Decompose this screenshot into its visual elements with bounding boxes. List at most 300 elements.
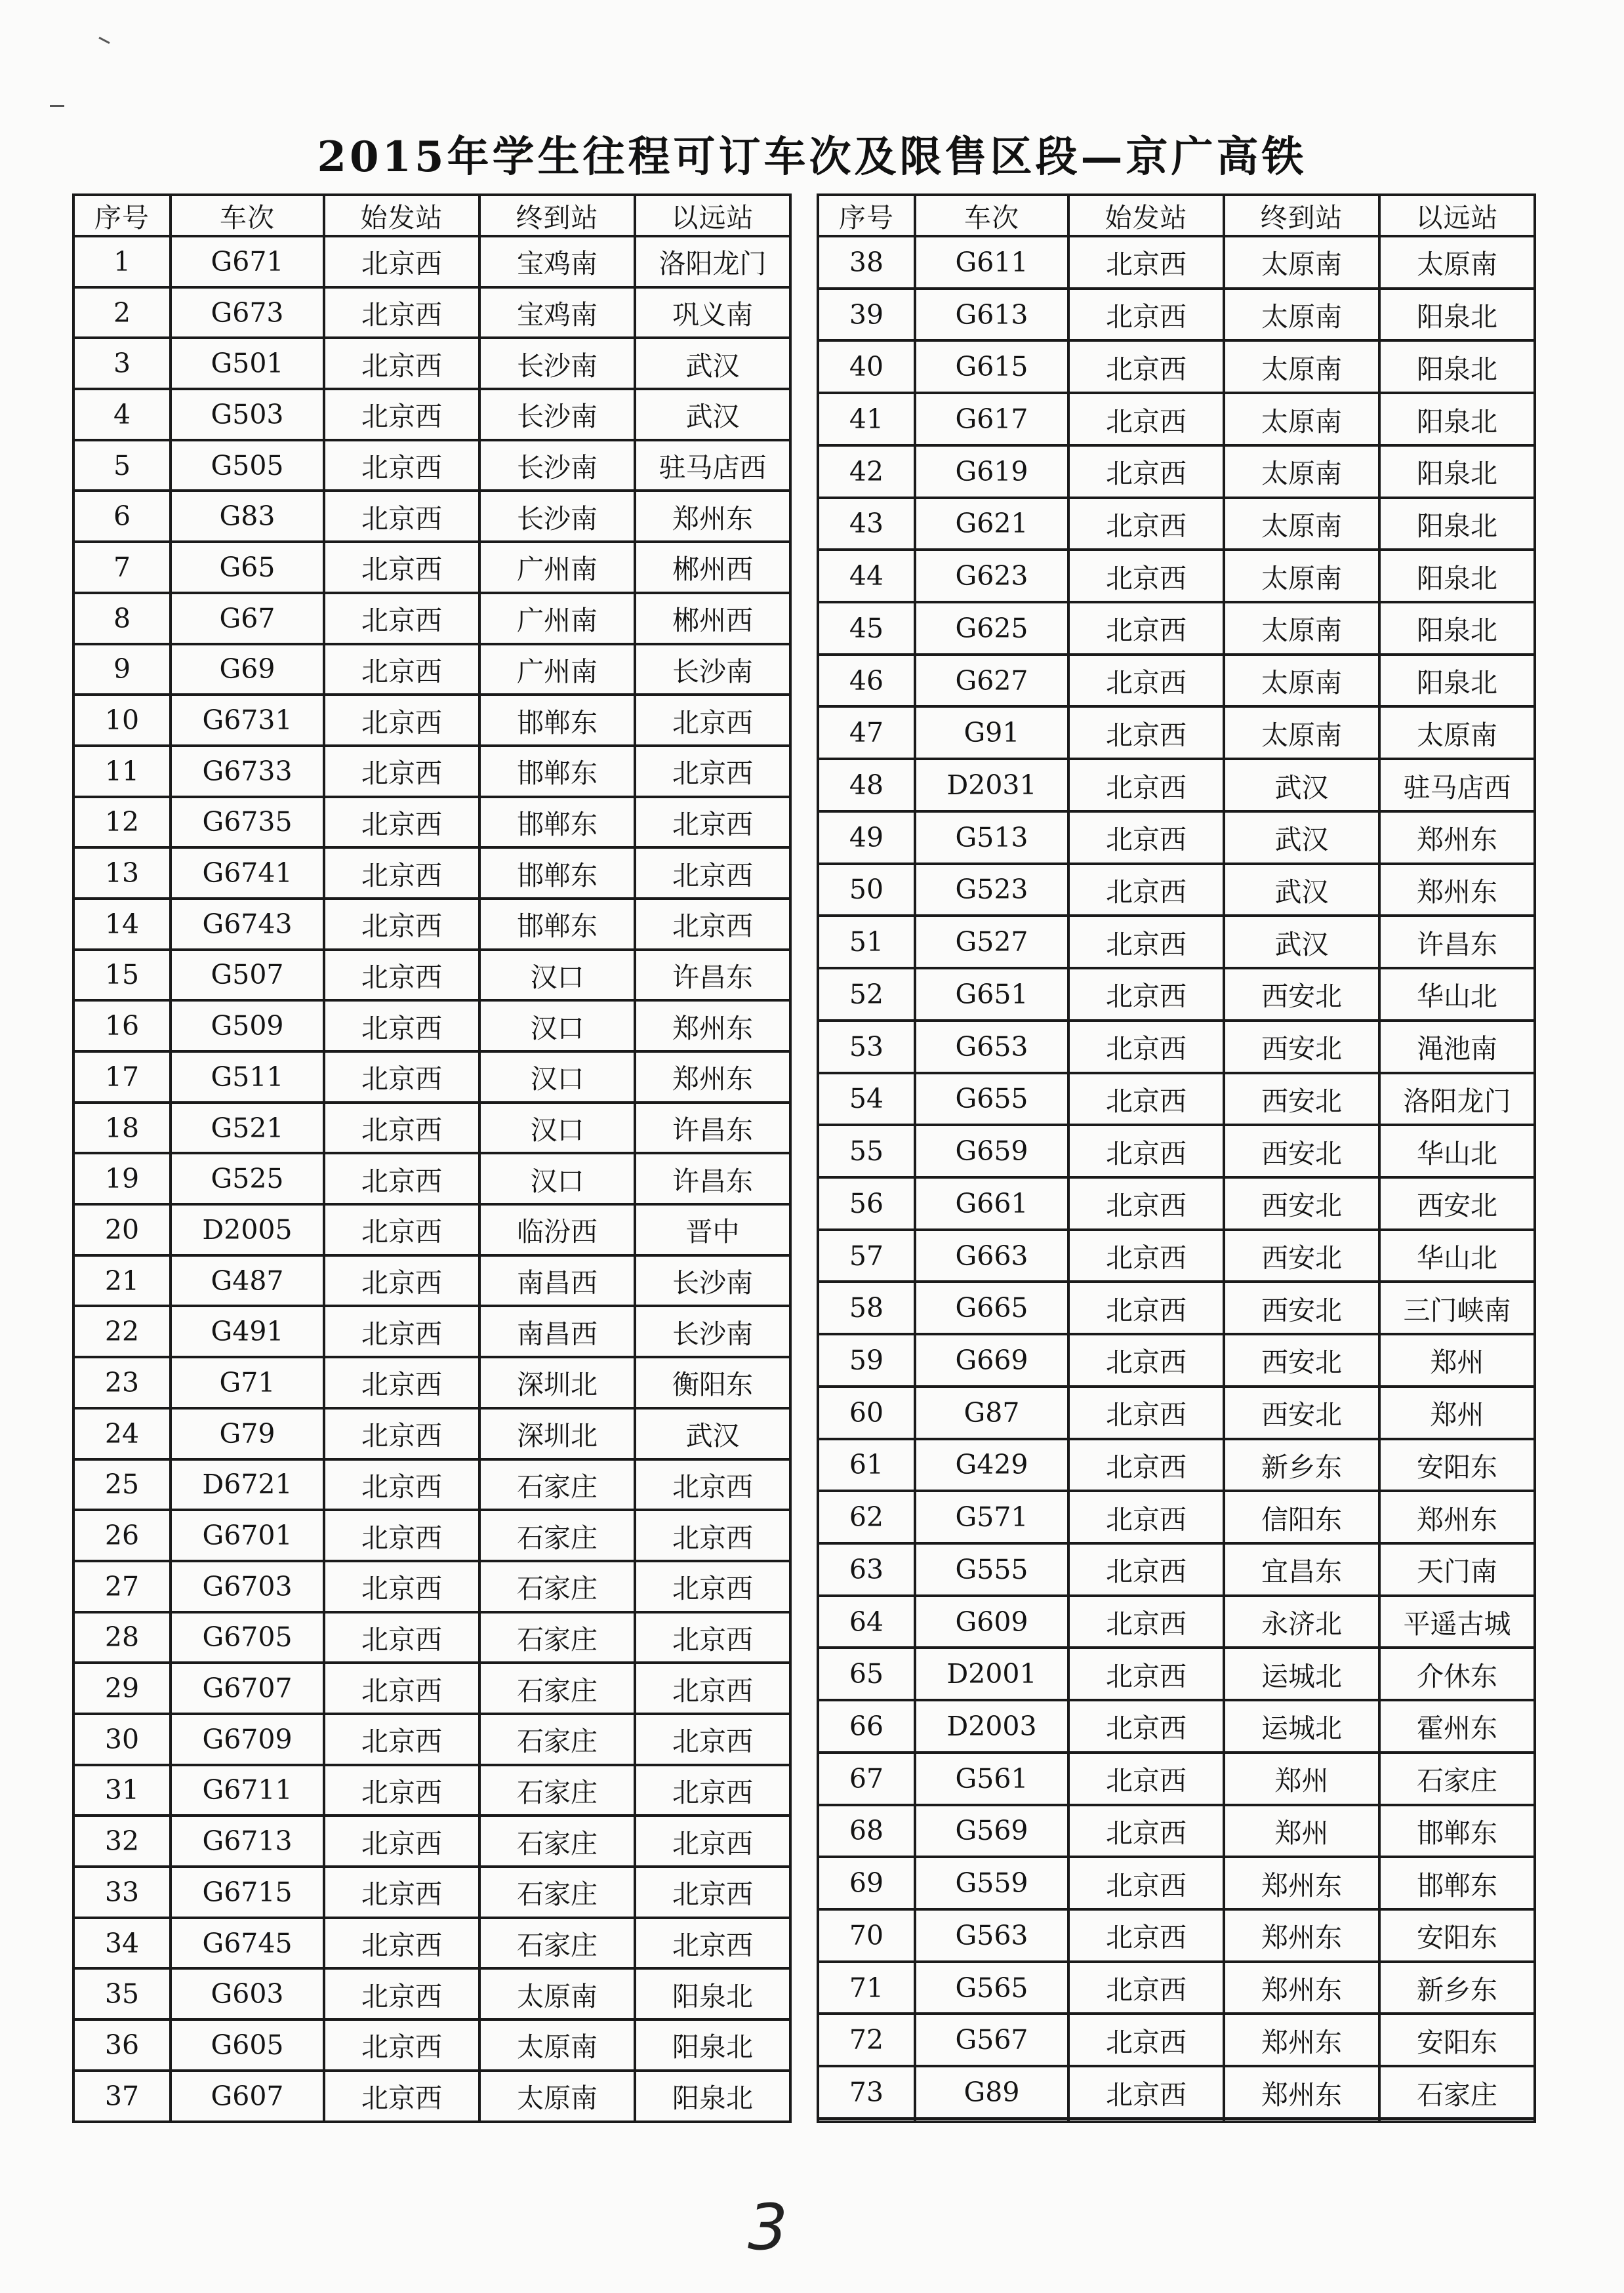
cell-origin: 北京西 xyxy=(1068,1387,1224,1439)
cell-train: G6711 xyxy=(171,1765,324,1816)
cell-origin: 北京西 xyxy=(324,797,479,848)
cell-index: 71 xyxy=(818,1962,915,2014)
cell-index: 40 xyxy=(818,340,915,393)
cell-terminal: 太原南 xyxy=(1224,289,1379,341)
cell-beyond: 北京西 xyxy=(635,1918,790,1969)
cell-index: 3 xyxy=(73,338,171,389)
table-row xyxy=(73,1306,790,1357)
cell-index: 4 xyxy=(73,389,171,440)
cell-terminal: 太原南 xyxy=(1224,236,1379,289)
cell-terminal: 西安北 xyxy=(1224,1073,1379,1126)
cell-origin: 北京西 xyxy=(324,644,479,695)
table-row xyxy=(73,1765,790,1816)
cell-origin: 北京西 xyxy=(324,491,479,542)
cell-index: 27 xyxy=(73,1561,171,1612)
cell-beyond: 北京西 xyxy=(635,1612,790,1663)
table-row xyxy=(818,655,1535,707)
header-beyond: 以远站 xyxy=(1379,195,1535,236)
header-train: 车次 xyxy=(171,195,324,236)
cell-beyond: 平遥古城 xyxy=(1379,1596,1535,1648)
cell-train: G6731 xyxy=(171,695,324,746)
cell-index: 34 xyxy=(73,1918,171,1969)
cell-index: 53 xyxy=(818,1021,915,1073)
cell-train: G67 xyxy=(171,593,324,644)
cell-terminal: 运城北 xyxy=(1224,1700,1379,1753)
cell-beyond: 阳泉北 xyxy=(635,2071,790,2122)
cell-origin: 北京西 xyxy=(324,1051,479,1103)
cell-train: G6735 xyxy=(171,797,324,848)
cell-terminal: 南昌西 xyxy=(479,1255,635,1307)
cell-terminal: 石家庄 xyxy=(479,1561,635,1612)
cell-train: G91 xyxy=(915,706,1068,759)
cell-train: G625 xyxy=(915,602,1068,655)
table-row xyxy=(73,236,790,287)
cell-origin: 北京西 xyxy=(1068,289,1224,341)
table-row xyxy=(73,1357,790,1408)
cell-origin: 北京西 xyxy=(1068,968,1224,1021)
table-row xyxy=(73,950,790,1001)
cell-beyond: 北京西 xyxy=(635,899,790,950)
cell-origin: 北京西 xyxy=(1068,916,1224,968)
cell-train: G615 xyxy=(915,340,1068,393)
cell-train: G513 xyxy=(915,811,1068,864)
table-row xyxy=(73,593,790,644)
table-row xyxy=(73,695,790,746)
cell-origin: 北京西 xyxy=(324,1510,479,1561)
cell-terminal: 广州南 xyxy=(479,593,635,644)
cell-origin: 北京西 xyxy=(324,1968,479,2019)
cell-origin xyxy=(1068,2119,1224,2122)
cell-train: G509 xyxy=(171,1000,324,1051)
table-row xyxy=(818,1334,1535,1387)
cell-terminal: 汉口 xyxy=(479,1051,635,1103)
cell-train: G501 xyxy=(171,338,324,389)
cell-origin: 北京西 xyxy=(324,1000,479,1051)
cell-beyond: 安阳东 xyxy=(1379,1439,1535,1491)
cell-origin: 北京西 xyxy=(324,2071,479,2122)
cell-index: 44 xyxy=(818,550,915,602)
table-row xyxy=(73,1612,790,1663)
table-row xyxy=(818,289,1535,341)
cell-origin: 北京西 xyxy=(324,1357,479,1408)
table-row xyxy=(818,1177,1535,1230)
cell-origin: 北京西 xyxy=(324,338,479,389)
cell-beyond: 石家庄 xyxy=(1379,1753,1535,1805)
table-row xyxy=(818,1230,1535,1282)
cell-origin: 北京西 xyxy=(1068,1073,1224,1126)
table-row xyxy=(818,1805,1535,1857)
cell-origin: 北京西 xyxy=(1068,1543,1224,1596)
cell-terminal: 西安北 xyxy=(1224,1125,1379,1177)
table-row xyxy=(818,1125,1535,1177)
cell-beyond: 郑州东 xyxy=(635,1051,790,1103)
cell-train: G609 xyxy=(915,1596,1068,1648)
cell-terminal: 长沙南 xyxy=(479,491,635,542)
cell-beyond: 华山北 xyxy=(1379,1230,1535,1282)
cell-train: G651 xyxy=(915,968,1068,1021)
cell-origin: 北京西 xyxy=(1068,1177,1224,1230)
cell-index: 69 xyxy=(818,1857,915,1909)
cell-terminal: 武汉 xyxy=(1224,759,1379,811)
cell-train: G6745 xyxy=(171,1918,324,1969)
cell-origin: 北京西 xyxy=(324,542,479,593)
cell-origin: 北京西 xyxy=(1068,1596,1224,1648)
cell-beyond: 郑州 xyxy=(1379,1334,1535,1387)
cell-terminal: 太原南 xyxy=(1224,393,1379,445)
cell-beyond: 洛阳龙门 xyxy=(635,236,790,287)
cell-index: 55 xyxy=(818,1125,915,1177)
table-row xyxy=(818,445,1535,498)
cell-train: G665 xyxy=(915,1282,1068,1334)
cell-beyond: 洛阳龙门 xyxy=(1379,1073,1535,1126)
table-row xyxy=(818,1387,1535,1439)
table-row xyxy=(73,644,790,695)
cell-index: 29 xyxy=(73,1663,171,1714)
cell-train: G429 xyxy=(915,1439,1068,1491)
cell-beyond: 西安北 xyxy=(1379,1177,1535,1230)
table-row xyxy=(73,1714,790,1765)
cell-terminal: 西安北 xyxy=(1224,1021,1379,1073)
table-row xyxy=(818,1753,1535,1805)
cell-terminal: 南昌西 xyxy=(479,1306,635,1357)
cell-train: G525 xyxy=(171,1153,324,1204)
cell-train: G507 xyxy=(171,950,324,1001)
cell-beyond: 驻马店西 xyxy=(1379,759,1535,811)
cell-terminal: 长沙南 xyxy=(479,440,635,491)
cell-index: 12 xyxy=(73,797,171,848)
cell-beyond: 许昌东 xyxy=(1379,916,1535,968)
cell-terminal: 西安北 xyxy=(1224,1230,1379,1282)
cell-origin: 北京西 xyxy=(1068,602,1224,655)
cell-origin: 北京西 xyxy=(324,1714,479,1765)
cell-train: G65 xyxy=(171,542,324,593)
cell-train: G611 xyxy=(915,236,1068,289)
cell-beyond: 北京西 xyxy=(635,1459,790,1511)
cell-beyond: 北京西 xyxy=(635,695,790,746)
cell-index: 59 xyxy=(818,1334,915,1387)
cell-origin: 北京西 xyxy=(324,695,479,746)
cell-terminal: 汉口 xyxy=(479,1103,635,1154)
cell-index: 9 xyxy=(73,644,171,695)
cell-terminal xyxy=(1224,2119,1379,2122)
cell-terminal: 石家庄 xyxy=(479,1867,635,1918)
header-index: 序号 xyxy=(73,195,171,236)
cell-origin: 北京西 xyxy=(1068,340,1224,393)
cell-train: D2003 xyxy=(915,1700,1068,1753)
cell-train: G653 xyxy=(915,1021,1068,1073)
cell-train: G71 xyxy=(171,1357,324,1408)
cell-train: G617 xyxy=(915,393,1068,445)
cell-train: G613 xyxy=(915,289,1068,341)
cell-origin: 北京西 xyxy=(1068,445,1224,498)
table-row xyxy=(73,1459,790,1511)
cell-terminal: 永济北 xyxy=(1224,1596,1379,1648)
table-row xyxy=(818,916,1535,968)
table-row xyxy=(818,340,1535,393)
cell-beyond: 郑州东 xyxy=(1379,864,1535,916)
cell-beyond: 长沙南 xyxy=(635,644,790,695)
cell-index: 28 xyxy=(73,1612,171,1663)
cell-terminal: 运城北 xyxy=(1224,1648,1379,1700)
table-row xyxy=(73,1000,790,1051)
cell-index: 67 xyxy=(818,1753,915,1805)
cell-train: G527 xyxy=(915,916,1068,968)
cell-origin: 北京西 xyxy=(324,847,479,899)
cell-index: 60 xyxy=(818,1387,915,1439)
cell-beyond: 华山北 xyxy=(1379,1125,1535,1177)
cell-beyond: 驻马店西 xyxy=(635,440,790,491)
cell-index: 21 xyxy=(73,1255,171,1307)
cell-beyond: 郑州东 xyxy=(635,491,790,542)
cell-index: 22 xyxy=(73,1306,171,1357)
cell-beyond: 邯郸东 xyxy=(1379,1857,1535,1909)
cell-beyond: 晋中 xyxy=(635,1204,790,1255)
scan-mark xyxy=(98,37,110,44)
cell-terminal: 石家庄 xyxy=(479,1510,635,1561)
table-row xyxy=(818,864,1535,916)
cell-beyond: 新乡东 xyxy=(1379,1962,1535,2014)
cell-index: 10 xyxy=(73,695,171,746)
table-row xyxy=(73,2071,790,2122)
cell-index: 36 xyxy=(73,2019,171,2071)
cell-terminal: 长沙南 xyxy=(479,389,635,440)
header-train: 车次 xyxy=(915,195,1068,236)
cell-train: G505 xyxy=(171,440,324,491)
table-row xyxy=(73,542,790,593)
cell-index: 25 xyxy=(73,1459,171,1511)
cell-origin: 北京西 xyxy=(1068,236,1224,289)
cell-train: G627 xyxy=(915,655,1068,707)
cell-terminal: 太原南 xyxy=(1224,550,1379,602)
table-row xyxy=(818,1021,1535,1073)
cell-train: G487 xyxy=(171,1255,324,1307)
cell-index: 63 xyxy=(818,1543,915,1596)
cell-origin: 北京西 xyxy=(324,1918,479,1969)
header-beyond: 以远站 xyxy=(635,195,790,236)
cell-train: G6741 xyxy=(171,847,324,899)
table-row xyxy=(73,1918,790,1969)
cell-beyond: 许昌东 xyxy=(635,1103,790,1154)
cell-beyond: 北京西 xyxy=(635,797,790,848)
cell-train: G87 xyxy=(915,1387,1068,1439)
cell-index: 70 xyxy=(818,1909,915,1962)
cell-origin: 北京西 xyxy=(324,899,479,950)
cell-origin: 北京西 xyxy=(324,1459,479,1511)
table-row xyxy=(73,1816,790,1867)
header-origin: 始发站 xyxy=(324,195,479,236)
table-row xyxy=(818,1596,1535,1648)
cell-terminal: 宜昌东 xyxy=(1224,1543,1379,1596)
cell-origin: 北京西 xyxy=(324,236,479,287)
cell-train: G603 xyxy=(171,1968,324,2019)
cell-beyond: 许昌东 xyxy=(635,1153,790,1204)
cell-origin: 北京西 xyxy=(1068,1282,1224,1334)
cell-terminal: 汉口 xyxy=(479,1000,635,1051)
cell-train: G655 xyxy=(915,1073,1068,1126)
table-row xyxy=(818,2014,1535,2066)
cell-train xyxy=(915,2119,1068,2122)
table-row xyxy=(818,602,1535,655)
cell-train: G6715 xyxy=(171,1867,324,1918)
cell-terminal: 石家庄 xyxy=(479,1663,635,1714)
table-row xyxy=(818,1543,1535,1596)
cell-origin: 北京西 xyxy=(324,287,479,338)
cell-index: 58 xyxy=(818,1282,915,1334)
cell-beyond: 阳泉北 xyxy=(1379,655,1535,707)
cell-train: G565 xyxy=(915,1962,1068,2014)
cell-beyond: 邯郸东 xyxy=(1379,1805,1535,1857)
cell-index: 39 xyxy=(818,289,915,341)
cell-index: 15 xyxy=(73,950,171,1001)
cell-origin: 北京西 xyxy=(1068,1021,1224,1073)
cell-terminal: 郑州东 xyxy=(1224,2014,1379,2066)
table-row xyxy=(818,550,1535,602)
cell-origin: 北京西 xyxy=(1068,1962,1224,2014)
cell-beyond: 安阳东 xyxy=(1379,1909,1535,1962)
table-row xyxy=(818,236,1535,289)
cell-terminal: 太原南 xyxy=(1224,340,1379,393)
cell-origin: 北京西 xyxy=(324,1612,479,1663)
cell-beyond: 阳泉北 xyxy=(635,1968,790,2019)
table-row xyxy=(818,1700,1535,1753)
cell-origin: 北京西 xyxy=(1068,1439,1224,1491)
cell-origin: 北京西 xyxy=(1068,1230,1224,1282)
cell-index: 54 xyxy=(818,1073,915,1126)
cell-train: G669 xyxy=(915,1334,1068,1387)
cell-terminal: 郑州东 xyxy=(1224,1962,1379,2014)
cell-origin: 北京西 xyxy=(324,1306,479,1357)
cell-origin: 北京西 xyxy=(1068,811,1224,864)
cell-index: 50 xyxy=(818,864,915,916)
cell-train: G491 xyxy=(171,1306,324,1357)
cell-index: 23 xyxy=(73,1357,171,1408)
table-row xyxy=(73,287,790,338)
cell-index: 7 xyxy=(73,542,171,593)
cell-terminal: 邯郸东 xyxy=(479,899,635,950)
cell-index: 66 xyxy=(818,1700,915,1753)
cell-terminal: 石家庄 xyxy=(479,1459,635,1511)
table-row xyxy=(73,797,790,848)
cell-terminal: 长沙南 xyxy=(479,338,635,389)
cell-index: 64 xyxy=(818,1596,915,1648)
cell-train: G6701 xyxy=(171,1510,324,1561)
cell-origin: 北京西 xyxy=(1068,1491,1224,1543)
cell-index: 24 xyxy=(73,1408,171,1459)
cell-terminal: 新乡东 xyxy=(1224,1439,1379,1491)
cell-train: D6721 xyxy=(171,1459,324,1511)
cell-index: 16 xyxy=(73,1000,171,1051)
cell-origin: 北京西 xyxy=(1068,393,1224,445)
cell-beyond xyxy=(1379,2119,1535,2122)
cell-train: G6707 xyxy=(171,1663,324,1714)
cell-origin: 北京西 xyxy=(324,440,479,491)
cell-beyond: 北京西 xyxy=(635,1765,790,1816)
cell-origin: 北京西 xyxy=(324,1408,479,1459)
cell-terminal: 汉口 xyxy=(479,1153,635,1204)
cell-index: 31 xyxy=(73,1765,171,1816)
cell-beyond: 北京西 xyxy=(635,847,790,899)
cell-beyond: 长沙南 xyxy=(635,1255,790,1307)
cell-train: G571 xyxy=(915,1491,1068,1543)
cell-terminal: 石家庄 xyxy=(479,1714,635,1765)
cell-train: G83 xyxy=(171,491,324,542)
cell-origin: 北京西 xyxy=(1068,1648,1224,1700)
cell-index: 18 xyxy=(73,1103,171,1154)
table-row xyxy=(73,1408,790,1459)
cell-terminal: 郑州东 xyxy=(1224,1909,1379,1962)
table-row xyxy=(818,1962,1535,2014)
cell-beyond: 巩义南 xyxy=(635,287,790,338)
cell-terminal: 石家庄 xyxy=(479,1918,635,1969)
cell-train: G619 xyxy=(915,445,1068,498)
cell-beyond: 三门峡南 xyxy=(1379,1282,1535,1334)
cell-beyond: 北京西 xyxy=(635,1561,790,1612)
cell-index: 72 xyxy=(818,2014,915,2066)
table-row xyxy=(73,1867,790,1918)
cell-terminal: 郑州东 xyxy=(1224,2066,1379,2119)
cell-index: 57 xyxy=(818,1230,915,1282)
cell-index: 5 xyxy=(73,440,171,491)
header-terminal: 终到站 xyxy=(479,195,635,236)
cell-beyond: 北京西 xyxy=(635,1714,790,1765)
cell-origin: 北京西 xyxy=(324,1103,479,1154)
cell-beyond: 霍州东 xyxy=(1379,1700,1535,1753)
cell-origin: 北京西 xyxy=(1068,2014,1224,2066)
cell-beyond: 郑州 xyxy=(1379,1387,1535,1439)
cell-index: 49 xyxy=(818,811,915,864)
cell-terminal: 太原南 xyxy=(1224,445,1379,498)
table-row xyxy=(73,899,790,950)
header-origin: 始发站 xyxy=(1068,195,1224,236)
cell-terminal: 武汉 xyxy=(1224,864,1379,916)
cell-beyond: 阳泉北 xyxy=(1379,289,1535,341)
cell-terminal: 西安北 xyxy=(1224,1387,1379,1439)
cell-beyond: 石家庄 xyxy=(1379,2066,1535,2119)
table-row xyxy=(818,1491,1535,1543)
cell-train: G673 xyxy=(171,287,324,338)
cell-terminal: 太原南 xyxy=(1224,655,1379,707)
cell-beyond: 安阳东 xyxy=(1379,2014,1535,2066)
page-number: 3 xyxy=(748,2191,788,2264)
table-row xyxy=(73,1204,790,1255)
table-row xyxy=(73,1051,790,1103)
cell-origin: 北京西 xyxy=(324,1765,479,1816)
cell-origin: 北京西 xyxy=(1068,1805,1224,1857)
cell-origin: 北京西 xyxy=(1068,1857,1224,1909)
cell-index: 62 xyxy=(818,1491,915,1543)
cell-terminal: 太原南 xyxy=(1224,602,1379,655)
cell-origin: 北京西 xyxy=(1068,864,1224,916)
table-row xyxy=(818,1857,1535,1909)
cell-beyond: 北京西 xyxy=(635,1510,790,1561)
table-row xyxy=(73,746,790,797)
cell-terminal: 郑州 xyxy=(1224,1805,1379,1857)
cell-train: G623 xyxy=(915,550,1068,602)
cell-terminal: 深圳北 xyxy=(479,1357,635,1408)
table-row xyxy=(818,1439,1535,1491)
cell-index: 73 xyxy=(818,2066,915,2119)
cell-origin: 北京西 xyxy=(1068,550,1224,602)
cell-train: D2001 xyxy=(915,1648,1068,1700)
cell-index: 51 xyxy=(818,916,915,968)
right-table-body xyxy=(818,236,1535,2122)
cell-index: 41 xyxy=(818,393,915,445)
table-row xyxy=(73,491,790,542)
cell-train: D2031 xyxy=(915,759,1068,811)
cell-terminal: 西安北 xyxy=(1224,1177,1379,1230)
cell-beyond: 太原南 xyxy=(1379,706,1535,759)
cell-origin: 北京西 xyxy=(1068,759,1224,811)
